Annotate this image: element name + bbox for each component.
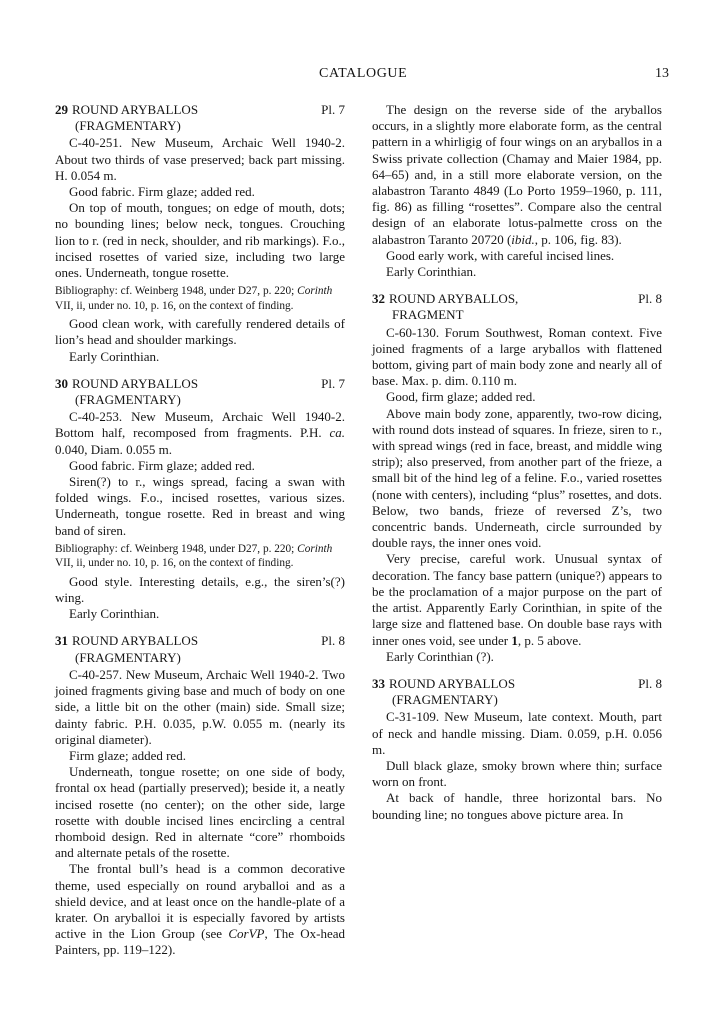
entry-31-date: Early Corinthian. — [386, 264, 477, 280]
entry-name: ROUND ARYBALLOS, — [389, 291, 519, 307]
entry-33-heading — [372, 676, 662, 708]
entry-31-heading — [55, 633, 345, 665]
entry-32-heading — [372, 291, 662, 323]
entry-30-description: Siren(?) to r., wings spread, facing a swan with folded wings. F.o., incised rosettes, various sizes. Underneath, tongue rosette. Red in breast and wing band of siren. — [55, 474, 345, 538]
entry-30-assessment: Good style. Interesting details, e.g., the siren’s(?) wing. — [55, 573, 345, 606]
entry-31-fabric: Firm glaze; added red. — [69, 747, 186, 763]
running-header — [0, 66, 722, 86]
entry-33-fabric: Dull black glaze, smoky brown where thin; surface worn on front. — [372, 757, 662, 790]
entry-29-description: On top of mouth, tongues; on edge of mouth, dots; no bounding lines; below neck, tongues. Crouching lion to r. (red in neck, shoulder, and rib markings). F.o., incised rosettes of varied size, including two large ones. Underneath, tongue rosette. — [55, 200, 345, 281]
entry-name: ROUND ARYBALLOS — [72, 375, 199, 391]
entry-29-fabric: Good fabric. Firm glaze; added red. — [69, 184, 255, 200]
entry-29-heading — [55, 102, 345, 134]
entry-31-assessment: Good early work, with careful incised lines. — [386, 247, 615, 263]
entry-32-fabric: Good, firm glaze; added red. — [386, 389, 536, 405]
entry-name: ROUND ARYBALLOS — [389, 675, 516, 691]
entry-number: 32 — [372, 291, 385, 307]
entry-29-date: Early Corinthian. — [69, 348, 160, 364]
entry-subtitle: (FRAGMENTARY) — [75, 118, 181, 134]
entry-33-inventory: C-31-109. New Museum, late context. Mouth, part of neck and handle missing. Diam. 0.059, p.H. 0.056 m. — [372, 709, 662, 757]
entry-name: ROUND ARYBALLOS — [72, 633, 199, 649]
entry-subtitle: (FRAGMENTARY) — [392, 692, 498, 708]
entry-31-comparanda: The design on the reverse side of the aryballos occurs, in a slightly more elaborate form, as the central pattern in a whirligig of four wings on an aryballos in a Swiss private collection (Chamay and Maier 1984, pp. 64–65) and, in a still more elaborate version, on the alabastron Taranto 4849 (Lo Porto 1959–1960, p. 111, fig. 86) as filling “rosettes”. Compare also the central design of an elaborate lotus-palmette cross on the alabastron Taranto 20720 (ibid., p. 106, fig. 83). — [372, 102, 662, 247]
left-column — [55, 102, 345, 959]
entry-31-inventory: C-40-257. New Museum, Archaic Well 1940-2. Two joined fragments giving base and much of body on one side, a little bit on the other (main) side. Small size; dainty fabric. P.H. 0.035, p.W. 0.055 m. (nearly its original diameter). — [55, 666, 345, 747]
entry-32-date: Early Corinthian (?). — [386, 648, 494, 664]
entry-30-bibliography: Bibliography: cf. Weinberg 1948, under D27, p. 220; Corinth VII, ii, under no. 10, p. 16, on the context of finding. — [55, 542, 333, 570]
entry-30-date: Early Corinthian. — [69, 606, 160, 622]
entry-30-inventory: C-40-253. New Museum, Archaic Well 1940-2. Bottom half, recomposed from fragments. P.H. ca. 0.040, Diam. 0.055 m. — [55, 409, 345, 457]
entry-32-inventory: C-60-130. Forum Southwest, Roman context. Five joined fragments of a large aryballos with flattened bottom, giving part of main body zone and nearly all of base. Max. p. dim. 0.110 m. — [372, 324, 662, 389]
page-number: 13 — [655, 66, 669, 81]
entry-31-description: Underneath, tongue rosette; on one side of body, frontal ox head (partially preserved); beside it, a neatly incised rosette (no center); on the other side, large rosette with double incised lines encircling a central rhomboid design. Red in alternate “core” rhomboids and alternate petals of the rosette. — [55, 764, 345, 861]
entry-31-commentary: The frontal bull’s head is a common decorative theme, used especially on round aryballoi and as a shield device, and at least once on the handle-plate of a krater. On aryballoi it is especially favored by artists active in the Lion Group (see CorVP, The Ox-head Painters, pp. 119–122). — [55, 861, 346, 958]
entry-name: ROUND ARYBALLOS — [72, 102, 199, 117]
plate-reference: Pl. 8 — [638, 291, 662, 307]
entry-number: 31 — [55, 633, 68, 649]
right-column — [372, 102, 662, 823]
entry-subtitle: (FRAGMENTARY) — [75, 649, 181, 665]
entry-32-assessment: Very precise, careful work. Unusual syntax of decoration. The fancy base pattern (unique?) appears to be the proclamation of a major purpose on the part of the artist. Apparently Early Corinthian, in spite of the large size and flattened base. On double base rays with inner ones void, see under 1, p. 5 above. — [372, 551, 662, 648]
entry-32-description: Above main body zone, apparently, two-row dicing, with round dots instead of squares. In frieze, siren to r., with spread wings (red in face, breast, and middle wing strip); also preserved, from another part of the frieze, a small bit of the hind leg of a feline. F.o., varied rosettes (none with centers), including “plus” rosettes, and dots. Below, two bands, frieze of reversed Z’s, two concentric bands. Underneath, circle surrounded by double rays, the inner ones void. — [372, 405, 662, 551]
entry-number: 33 — [372, 675, 385, 691]
entry-30-fabric: Good fabric. Firm glaze; added red. — [69, 457, 255, 473]
running-title: CATALOGUE — [319, 66, 408, 81]
entry-number: 29 — [55, 102, 68, 117]
plate-reference: Pl. 7 — [321, 102, 345, 117]
entry-subtitle: (FRAGMENTARY) — [75, 392, 181, 408]
entry-subtitle: FRAGMENT — [392, 307, 464, 323]
entry-29-inventory: C-40-251. New Museum, Archaic Well 1940-2. About two thirds of vase preserved; back part missing. H. 0.054 m. — [55, 135, 345, 183]
entry-29-bibliography: Bibliography: cf. Weinberg 1948, under D27, p. 220; Corinth VII, ii, under no. 10, p. 16, on the context of finding. — [55, 285, 333, 312]
plate-reference: Pl. 8 — [321, 633, 345, 649]
entry-30-heading — [55, 376, 345, 408]
entry-number: 30 — [55, 375, 68, 391]
plate-reference: Pl. 8 — [638, 675, 662, 691]
entry-29-assessment: Good clean work, with carefully rendered details of lion’s head and shoulder markings. — [55, 316, 345, 348]
entry-33-description: At back of handle, three horizontal bars. No bounding line; no tongues above picture area. In — [372, 790, 662, 822]
plate-reference: Pl. 7 — [321, 375, 345, 391]
